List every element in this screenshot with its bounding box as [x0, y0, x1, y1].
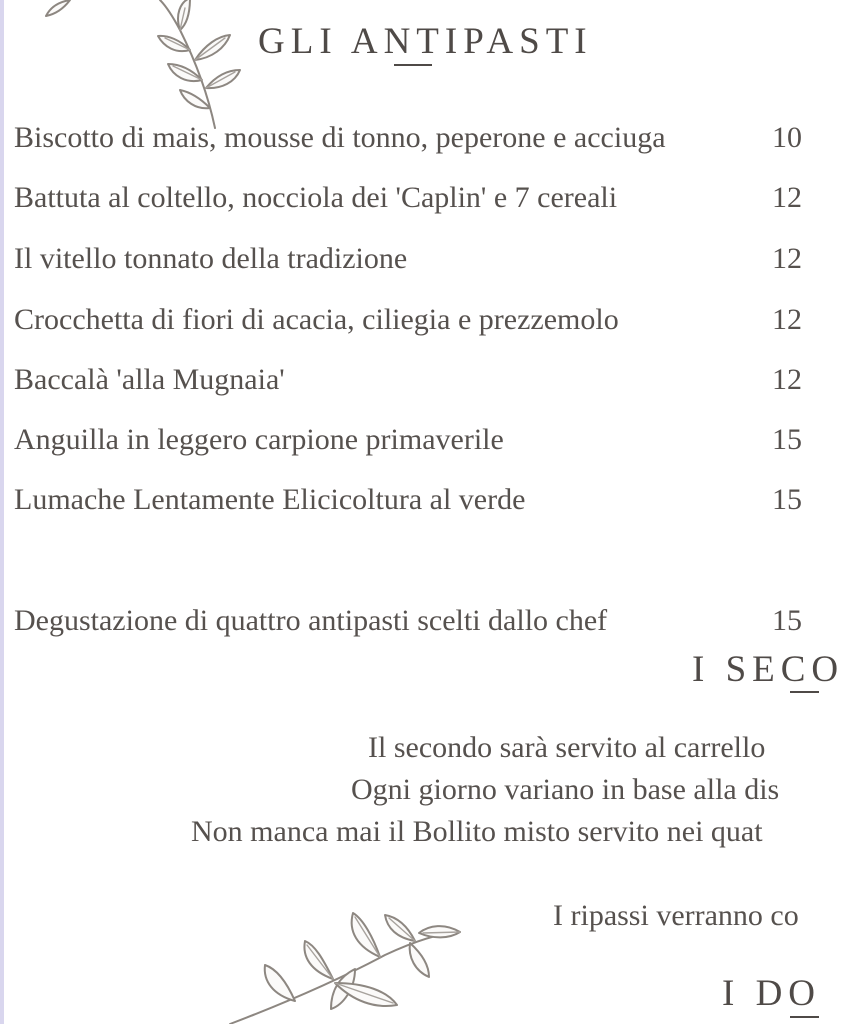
dish-price: 15 [772, 604, 802, 637]
dolci-title: I DO [722, 973, 822, 1014]
dish-name: Degustazione di quattro antipasti scelti dallo chef [14, 604, 608, 637]
page-edge [0, 0, 4, 1024]
antipasti-item [14, 358, 819, 402]
dish-price: 12 [772, 181, 802, 214]
dish-name: Battuta al coltello, nocciola dei 'Caplin' e 7 cereali [14, 181, 618, 214]
dish-price: 12 [772, 242, 802, 275]
antipasti-item [14, 418, 819, 462]
secondi-description-line: Il secondo sarà servito al carrello [368, 731, 766, 764]
secondi-title-underline [790, 691, 819, 693]
dish-name: Biscotto di mais, mousse di tonno, peperone e acciuga [14, 121, 666, 154]
antipasti-title: GLI ANTIPASTI [258, 21, 593, 62]
antipasti-item [14, 176, 819, 220]
secondi-description-line: Non manca mai il Bollito misto servito nei quat [191, 815, 763, 848]
leaf-branch-top-icon [30, 0, 250, 135]
secondi-note: I ripassi verranno co [553, 899, 799, 932]
dish-price: 12 [772, 303, 802, 336]
dish-name: Crocchetta di fiori di acacia, ciliegia e prezzemolo [14, 303, 619, 336]
antipasti-title-underline [394, 64, 432, 66]
dish-price: 15 [772, 483, 802, 516]
dolci-title-underline [790, 1016, 819, 1018]
dish-price: 15 [772, 423, 802, 456]
leaf-branch-bottom-icon [215, 905, 475, 1024]
antipasti-item [14, 298, 819, 342]
antipasti-item [14, 116, 819, 160]
dish-name: Lumache Lentamente Elicicoltura al verde [14, 483, 526, 516]
dish-name: Il vitello tonnato della tradizione [14, 242, 408, 275]
antipasti-item [14, 237, 819, 281]
dish-price: 12 [772, 363, 802, 396]
dish-name: Baccalà 'alla Mugnaia' [14, 363, 285, 396]
dish-name: Anguilla in leggero carpione primaverile [14, 423, 504, 456]
secondi-title: I SECO [692, 649, 844, 690]
secondi-description-line: Ogni giorno variano in base alla dis [351, 773, 780, 806]
dish-price: 10 [772, 121, 802, 154]
tasting-menu-item [14, 599, 819, 643]
antipasti-item [14, 478, 819, 522]
